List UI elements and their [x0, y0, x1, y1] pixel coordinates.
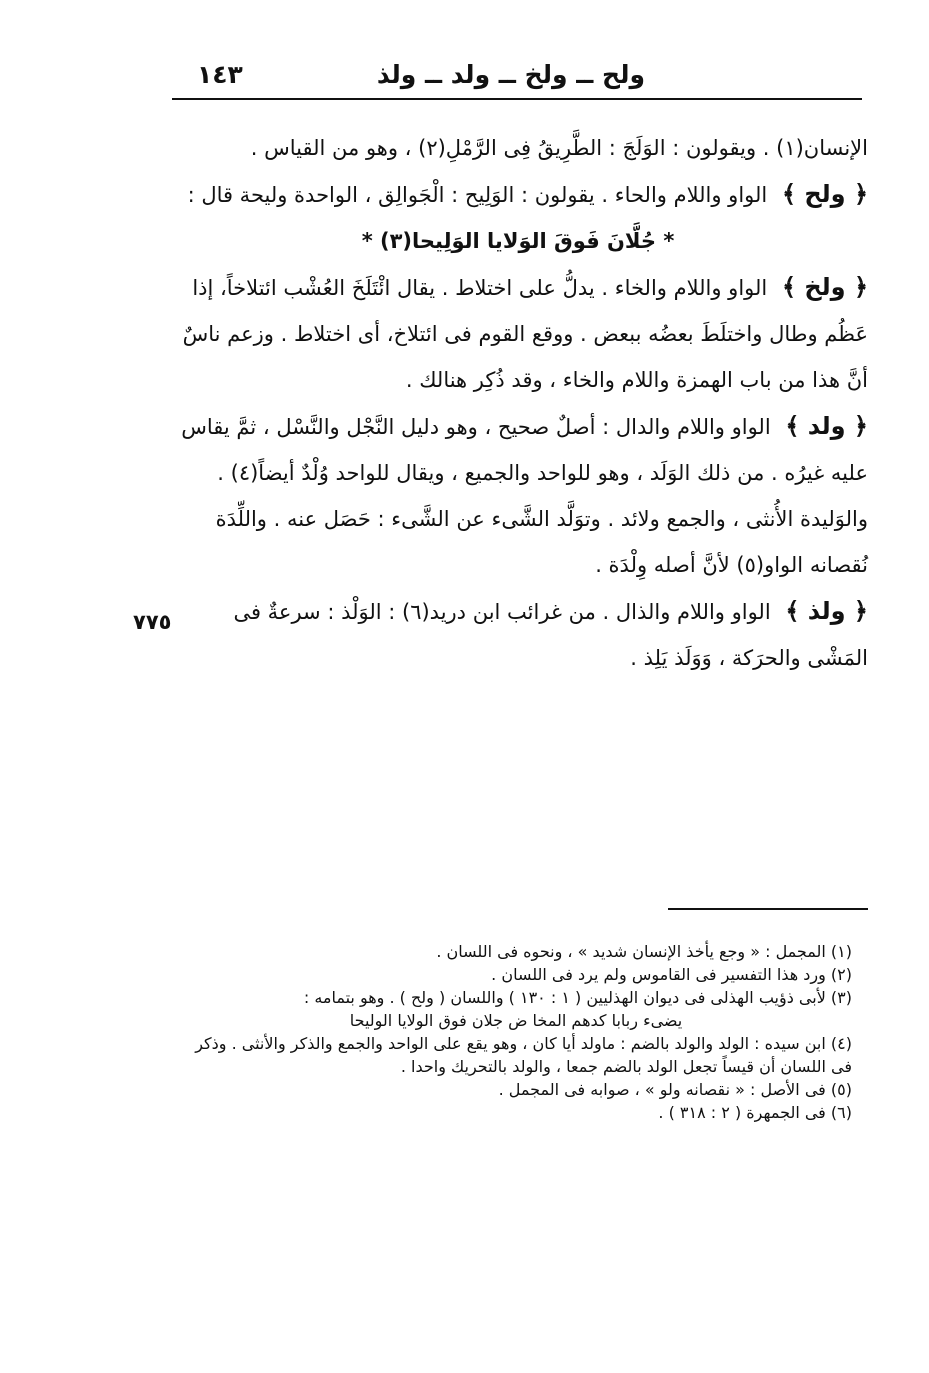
headword-walkh: ﴿ ولخ ﴾: [781, 273, 868, 301]
entry-walkh-text: الواو واللام والخاء . يدلُّ على اختلاط . يقال ائْتَلَخَ العُشْب ائتلاخاً، إذا عَظُم وطال واختلَطَ بعضُه ببعض . ووقع القوم فى ائتلاخ، أى اختلاط . وزعم ناسٌ أنَّ هذا من باب الهمزة واللام والخاء ، وقد ذُكِر هنالك .: [182, 276, 868, 392]
entry-walkh: [168, 264, 868, 403]
footnotes: [180, 940, 852, 1124]
margin-number: ٧٧٥: [133, 610, 172, 634]
header-rule: [172, 98, 862, 100]
body-text: [168, 125, 868, 681]
footnote-4: (٤) ابن سيده : الولد والولد بالضم : ماولد أيا كان ، وهو يقع على الواحد والجمع والذكر والأنثى . وذكر فى اللسان أن قيساً تجعل الولد بالضم جمعا ، والولد بالتحريك واحدا .: [195, 1034, 852, 1076]
running-head: [175, 58, 865, 98]
page-number: ١٤٣: [197, 60, 243, 89]
running-head-title: ولح ــ ولخ ــ ولد ــ ولذ: [376, 60, 645, 89]
footnote-6: (٦) فى الجمهرة ( ٢ : ٣١٨ ) .: [658, 1103, 852, 1122]
verse-line: * جُلَّانَ فَوقَ الوَلايا الوَلِيحا(٣) *: [361, 229, 675, 253]
footnote-2: (٢) ورد هذا التفسير فى القاموس ولم يرد فى اللسان .: [491, 965, 852, 984]
entry-walad-text: الواو واللام والدال : أصلٌ صحيح ، وهو دليل النَّجْل والنَّسْل ، ثمَّ يقاس عليه غيرُه . من ذلك الوَلَد ، وهو للواحد والجميع ، ويقال للواحد وُلْدٌ أيضاً(٤) . والوَليدة الأُنثى ، والجمع ولائد . وتوَلَّد الشَّىء عن الشَّىء : حَصَل عنه . واللِّدَة نُقصانه الواو(٥) لأنَّ أصله وِلْدَة .: [181, 415, 868, 577]
entry-walh-text: الواو واللام والحاء . يقولون : الوَلِيح : الْجَوالِق ، الواحدة وليحة قال :: [187, 183, 768, 207]
entry-waladh: [168, 588, 868, 681]
footnote-1: (١) المجمل : « وجع يأخذ الإنسان شديد » ، ونحوه فى اللسان .: [436, 942, 852, 961]
entry-waladh-text: الواو واللام والذال . من غرائب ابن دريد(٦) : الوَلْذ : سرعةٌ فى المَشْى والحرَكة ، وَوَلَذ يَلِذ .: [233, 600, 868, 670]
entry-continuation: الإنسان(١) . ويقولون : الوَلَجَ : الطَّرِيقُ فِى الرَّمْلِ(٢) ، وهو من القياس .: [250, 136, 868, 160]
headword-waladh: ﴿ ولذ ﴾: [785, 597, 868, 625]
footnote-rule: [668, 908, 868, 910]
entry-walh: [168, 171, 868, 218]
footnote-5: (٥) فى الأصل : « نقصانه ولو » ، صوابه فى المجمل .: [498, 1080, 852, 1099]
headword-walad: ﴿ ولد ﴾: [785, 412, 868, 440]
footnote-3: (٣) لأبى ذؤيب الهذلى فى ديوان الهذليين ( ١ : ١٣٠ ) واللسان ( ولح ) . وهو بتمامه :: [303, 988, 852, 1007]
entry-walad: [168, 403, 868, 588]
headword-walh: ﴿ ولح ﴾: [781, 180, 868, 208]
footnote-3-verse: يضىء ربابا كدهم المخا ض جلان فوق الولايا الوليحا: [349, 1011, 683, 1030]
